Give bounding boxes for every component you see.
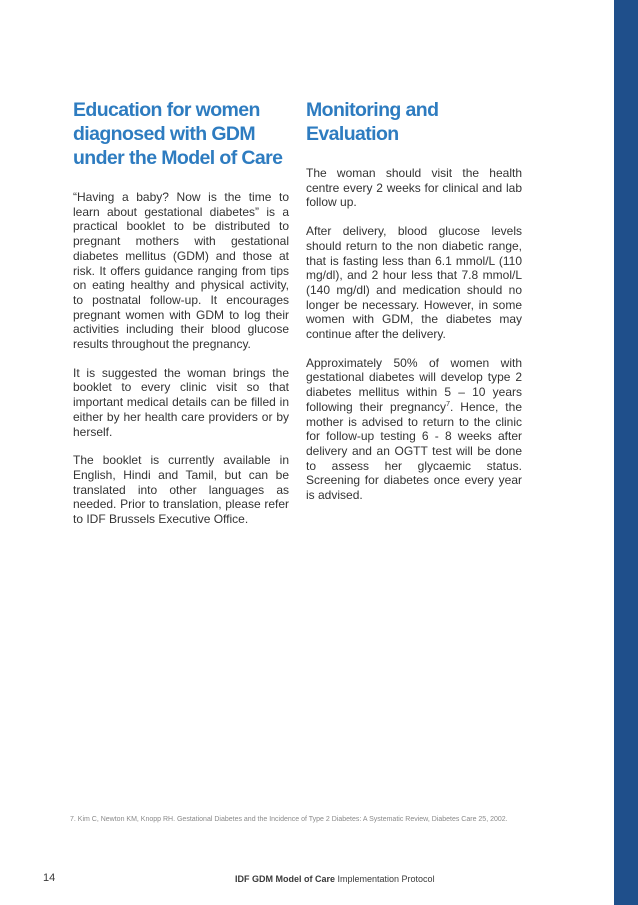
footer-title-rest: Implementation Protocol [335, 874, 435, 884]
right-column [306, 98, 522, 517]
left-column [73, 98, 289, 541]
monitoring-paragraph-3-start: Approximately 50% of women with gestational diabetes will develop type 2 diabetes mellitus within 5 – 10 years following their pregnancy [306, 355, 522, 414]
footer-title [235, 874, 435, 884]
education-paragraph-2: It is suggested the woman brings the booklet to every clinic visit so that important medical details can be filled in either by her health care providers or by herself. [73, 365, 289, 439]
footnote-reference[interactable]: 7 [446, 400, 450, 408]
footnote: 7. Kim C, Newton KM, Knopp RH. Gestational Diabetes and the Incidence of Type 2 Diabetes: A Systematic Review, Diabetes Care 25, 2002. [70, 816, 508, 823]
monitoring-paragraph-1: The woman should visit the health centre every 2 weeks for clinical and lab follow up. [306, 166, 522, 210]
monitoring-paragraph-3-end: . Hence, the mother is advised to return to the clinic for follow-up testing 6 - 8 weeks after delivery and an OGTT test will be done to assess her glycaemic status. Screening for diabetes once every year is advised. [306, 399, 522, 503]
footer-title-bold: IDF GDM Model of Care [235, 874, 336, 884]
monitoring-paragraph-3 [306, 356, 522, 503]
page-number: 14 [43, 872, 56, 884]
side-accent-bar [614, 0, 638, 905]
monitoring-heading: Monitoring and Evaluation [306, 99, 439, 145]
education-heading: Education for women diagnosed with GDM under the Model of Care [73, 99, 283, 169]
education-paragraph-1: “Having a baby? Now is the time to learn about gestational diabetes” is a practical booklet to be distributed to pregnant mothers with gestational diabetes mellitus (GDM) and those at risk. It offers guidance ranging from tips on eating healthy and physical activity, to postnatal follow-up. It encourages pregnant women with GDM to log their activities including their blood glucose results throughout the pregnancy. [73, 190, 289, 352]
monitoring-paragraph-2: After delivery, blood glucose levels should return to the non diabetic range, that is fasting less than 6.1 mmol/L (110 mg/dl), and 2 hour less that 7.8 mmol/L (140 mg/dl) and medication should no longer be necessary. However, in some women with GDM, the diabetes may continue after the delivery. [306, 224, 522, 342]
education-paragraph-3: The booklet is currently available in English, Hindi and Tamil, but can be translated into other languages as needed. Prior to translation, please refer to IDF Brussels Executive Office. [73, 453, 289, 527]
